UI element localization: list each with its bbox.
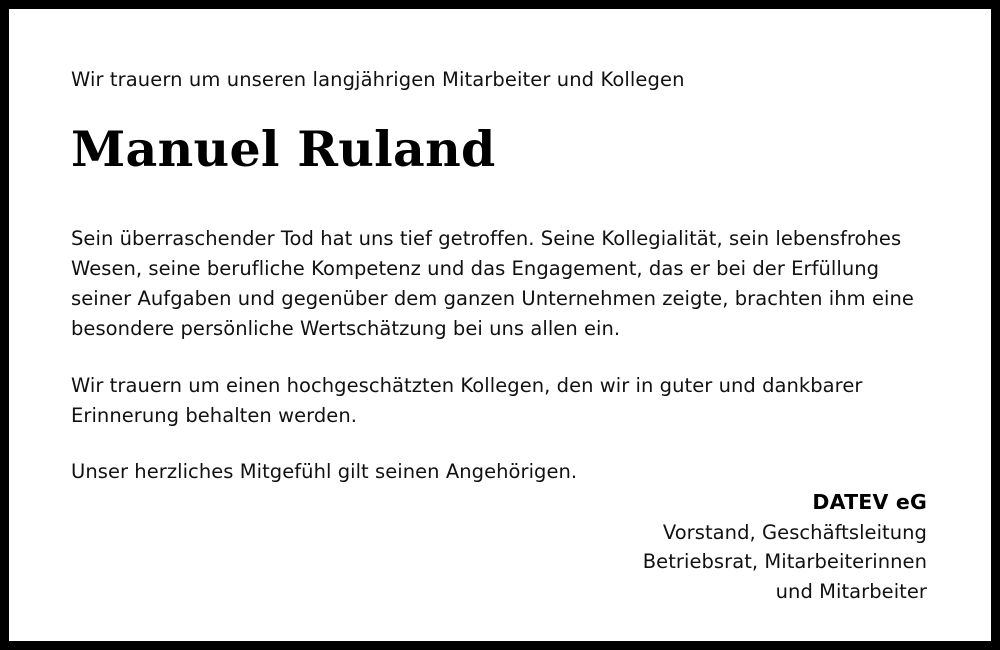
- signature-line: und Mitarbeiter: [775, 579, 927, 603]
- notice-content: [9, 9, 991, 641]
- body-paragraph: Wir trauern um einen hochgeschätzten Kollegen, den wir in guter und dankbarer Erinnerung behalten werden.: [71, 373, 863, 427]
- signature-line: Betriebsrat, Mitarbeiterinnen: [642, 550, 927, 574]
- body-paragraph: Sein überraschender Tod hat uns tief getroffen. Seine Kollegialität, sein lebensfrohes Wesen, seine berufliche Kompetenz und das Engagement, das er bei der Erfüllung seiner Aufgaben und gegenüber dem ganzen Unternehmen zeigte, brachten ihm eine besondere persönliche Wertschätzung bei uns allen ein.: [71, 226, 914, 341]
- intro-text: Wir trauern um unseren langjährigen Mitarbeiter und Kollegen: [71, 68, 685, 91]
- signature-line: Vorstand, Geschäftsleitung: [662, 521, 927, 545]
- body-paragraph: Unser herzliches Mitgefühl gilt seinen Angehörigen.: [71, 460, 578, 484]
- notice-body: [71, 224, 929, 488]
- deceased-name: Manuel Ruland: [71, 120, 496, 179]
- signature-company: DATEV eG: [812, 490, 927, 515]
- signature-block: [71, 487, 929, 630]
